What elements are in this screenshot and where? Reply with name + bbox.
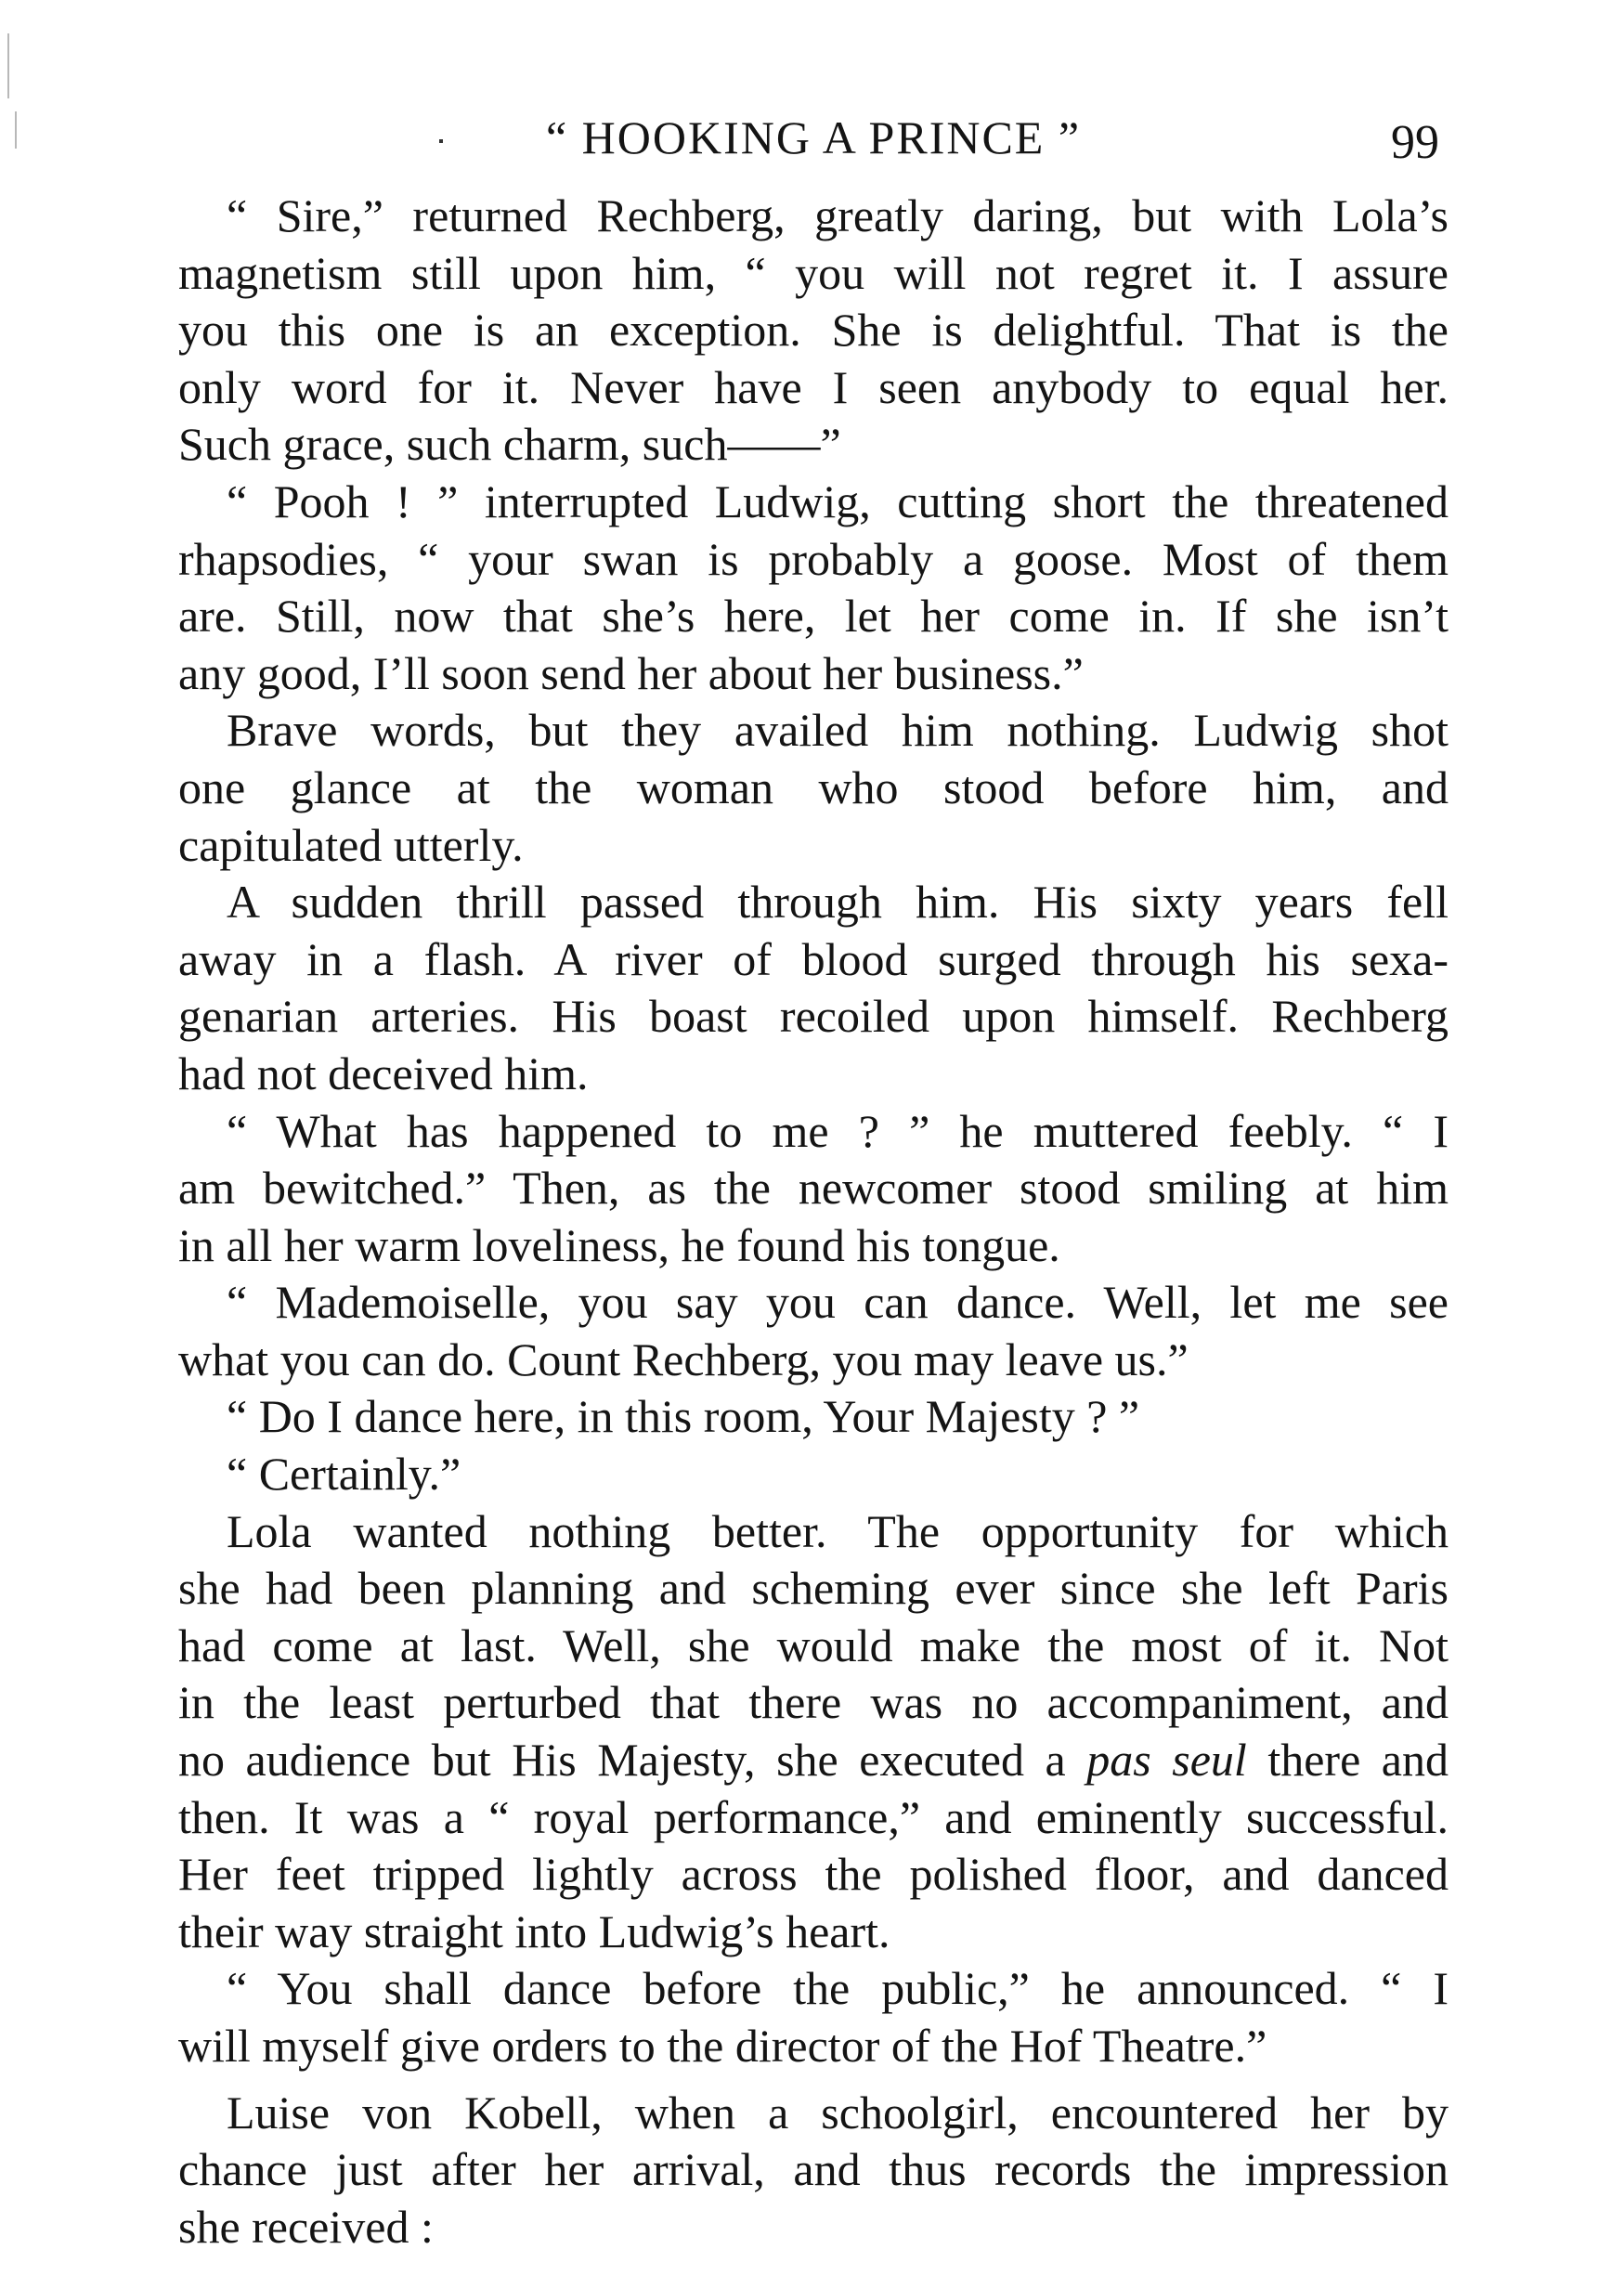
text-line: she received :	[178, 2200, 434, 2253]
text-line: “ Pooh ! ” interrupted Ludwig, cutting short the threatened	[227, 474, 1449, 527]
text-line: “ You shall dance before the public,” he announced. “ I	[227, 1962, 1449, 2015]
text-line: are. Still, now that she’s here, let her come in. If she isn’t	[178, 590, 1449, 643]
text-line: rhapsodies, “ your swan is probably a goose. Most of them	[178, 532, 1449, 585]
text-line: “ Do I dance here, in this room, Your Majesty ? ”	[227, 1390, 1140, 1443]
scan-mark	[15, 111, 17, 149]
text-line: Her feet tripped lightly across the polished floor, and danced	[178, 1848, 1449, 1901]
text-line: what you can do. Count Rechberg, you may leave us.”	[178, 1332, 1189, 1385]
text-line: had not deceived him.	[178, 1046, 589, 1099]
text-line: will myself give orders to the director of the Hof Theatre.”	[178, 2020, 1267, 2072]
text-line: “ What has happened to me ? ” he muttered feebly. “ I	[227, 1104, 1449, 1157]
text-line: Lola wanted nothing better. The opportunity for which	[227, 1504, 1449, 1557]
text-line: in all her warm loveliness, he found his tongue.	[178, 1218, 1060, 1271]
text-line: Such grace, such charm, such——”	[178, 418, 841, 471]
text-line: in the least perturbed that there was no accompaniment, and	[178, 1676, 1449, 1729]
text-line: any good, I’ll soon send her about her business.”	[178, 646, 1084, 699]
text-line: Brave words, but they availed him nothing. Ludwig shot	[227, 704, 1449, 757]
text-line: capitulated utterly.	[178, 818, 524, 871]
text-line: only word for it. Never have I seen anybody to equal her.	[178, 360, 1449, 413]
text-line: chance just after her arrival, and thus records the impression	[178, 2143, 1449, 2196]
text-line: you this one is an exception. She is delightful. That is the	[178, 304, 1449, 357]
text-line: she had been planning and scheming ever since she left Paris	[178, 1562, 1449, 1615]
text-line: away in a flash. A river of blood surged through his sexa-	[178, 932, 1449, 985]
text-line: no audience but His Majesty, she executed a pas seul there and	[178, 1734, 1449, 1787]
text-line: magnetism still upon him, “ you will not regret it. I assure	[178, 246, 1449, 299]
text-line: genarian arteries. His boast recoiled upon himself. Rechberg	[178, 990, 1449, 1043]
text-line: had come at last. Well, she would make the most of it. Not	[178, 1618, 1449, 1671]
text-line: am bewitched.” Then, as the newcomer stood smiling at him	[178, 1162, 1449, 1215]
italic-phrase: pas seul	[1086, 1734, 1247, 1787]
text-line: “ Certainly.”	[227, 1448, 461, 1501]
text-line: Luise von Kobell, when a schoolgirl, encountered her by	[227, 2086, 1449, 2138]
text-line: A sudden thrill passed through him. His sixty years fell	[227, 876, 1449, 929]
running-title: “ HOOKING A PRINCE ”	[545, 111, 1082, 163]
paragraph-gap	[178, 2075, 1449, 2085]
text-line: “ Sire,” returned Rechberg, greatly daring, but with Lola’s	[227, 189, 1449, 241]
scan-mark	[7, 33, 9, 98]
text-line: their way straight into Ludwig’s heart.	[178, 1904, 890, 1957]
body-text	[178, 188, 1449, 2256]
text-line: “ Mademoiselle, you say you can dance. Well, let me see	[227, 1276, 1449, 1329]
page-number: 99	[1391, 116, 1439, 169]
running-head	[178, 100, 1449, 175]
text-line: then. It was a “ royal performance,” and eminently successful.	[178, 1790, 1449, 1843]
text-line: one glance at the woman who stood before him, and	[178, 760, 1449, 813]
scan-mark	[439, 139, 443, 143]
